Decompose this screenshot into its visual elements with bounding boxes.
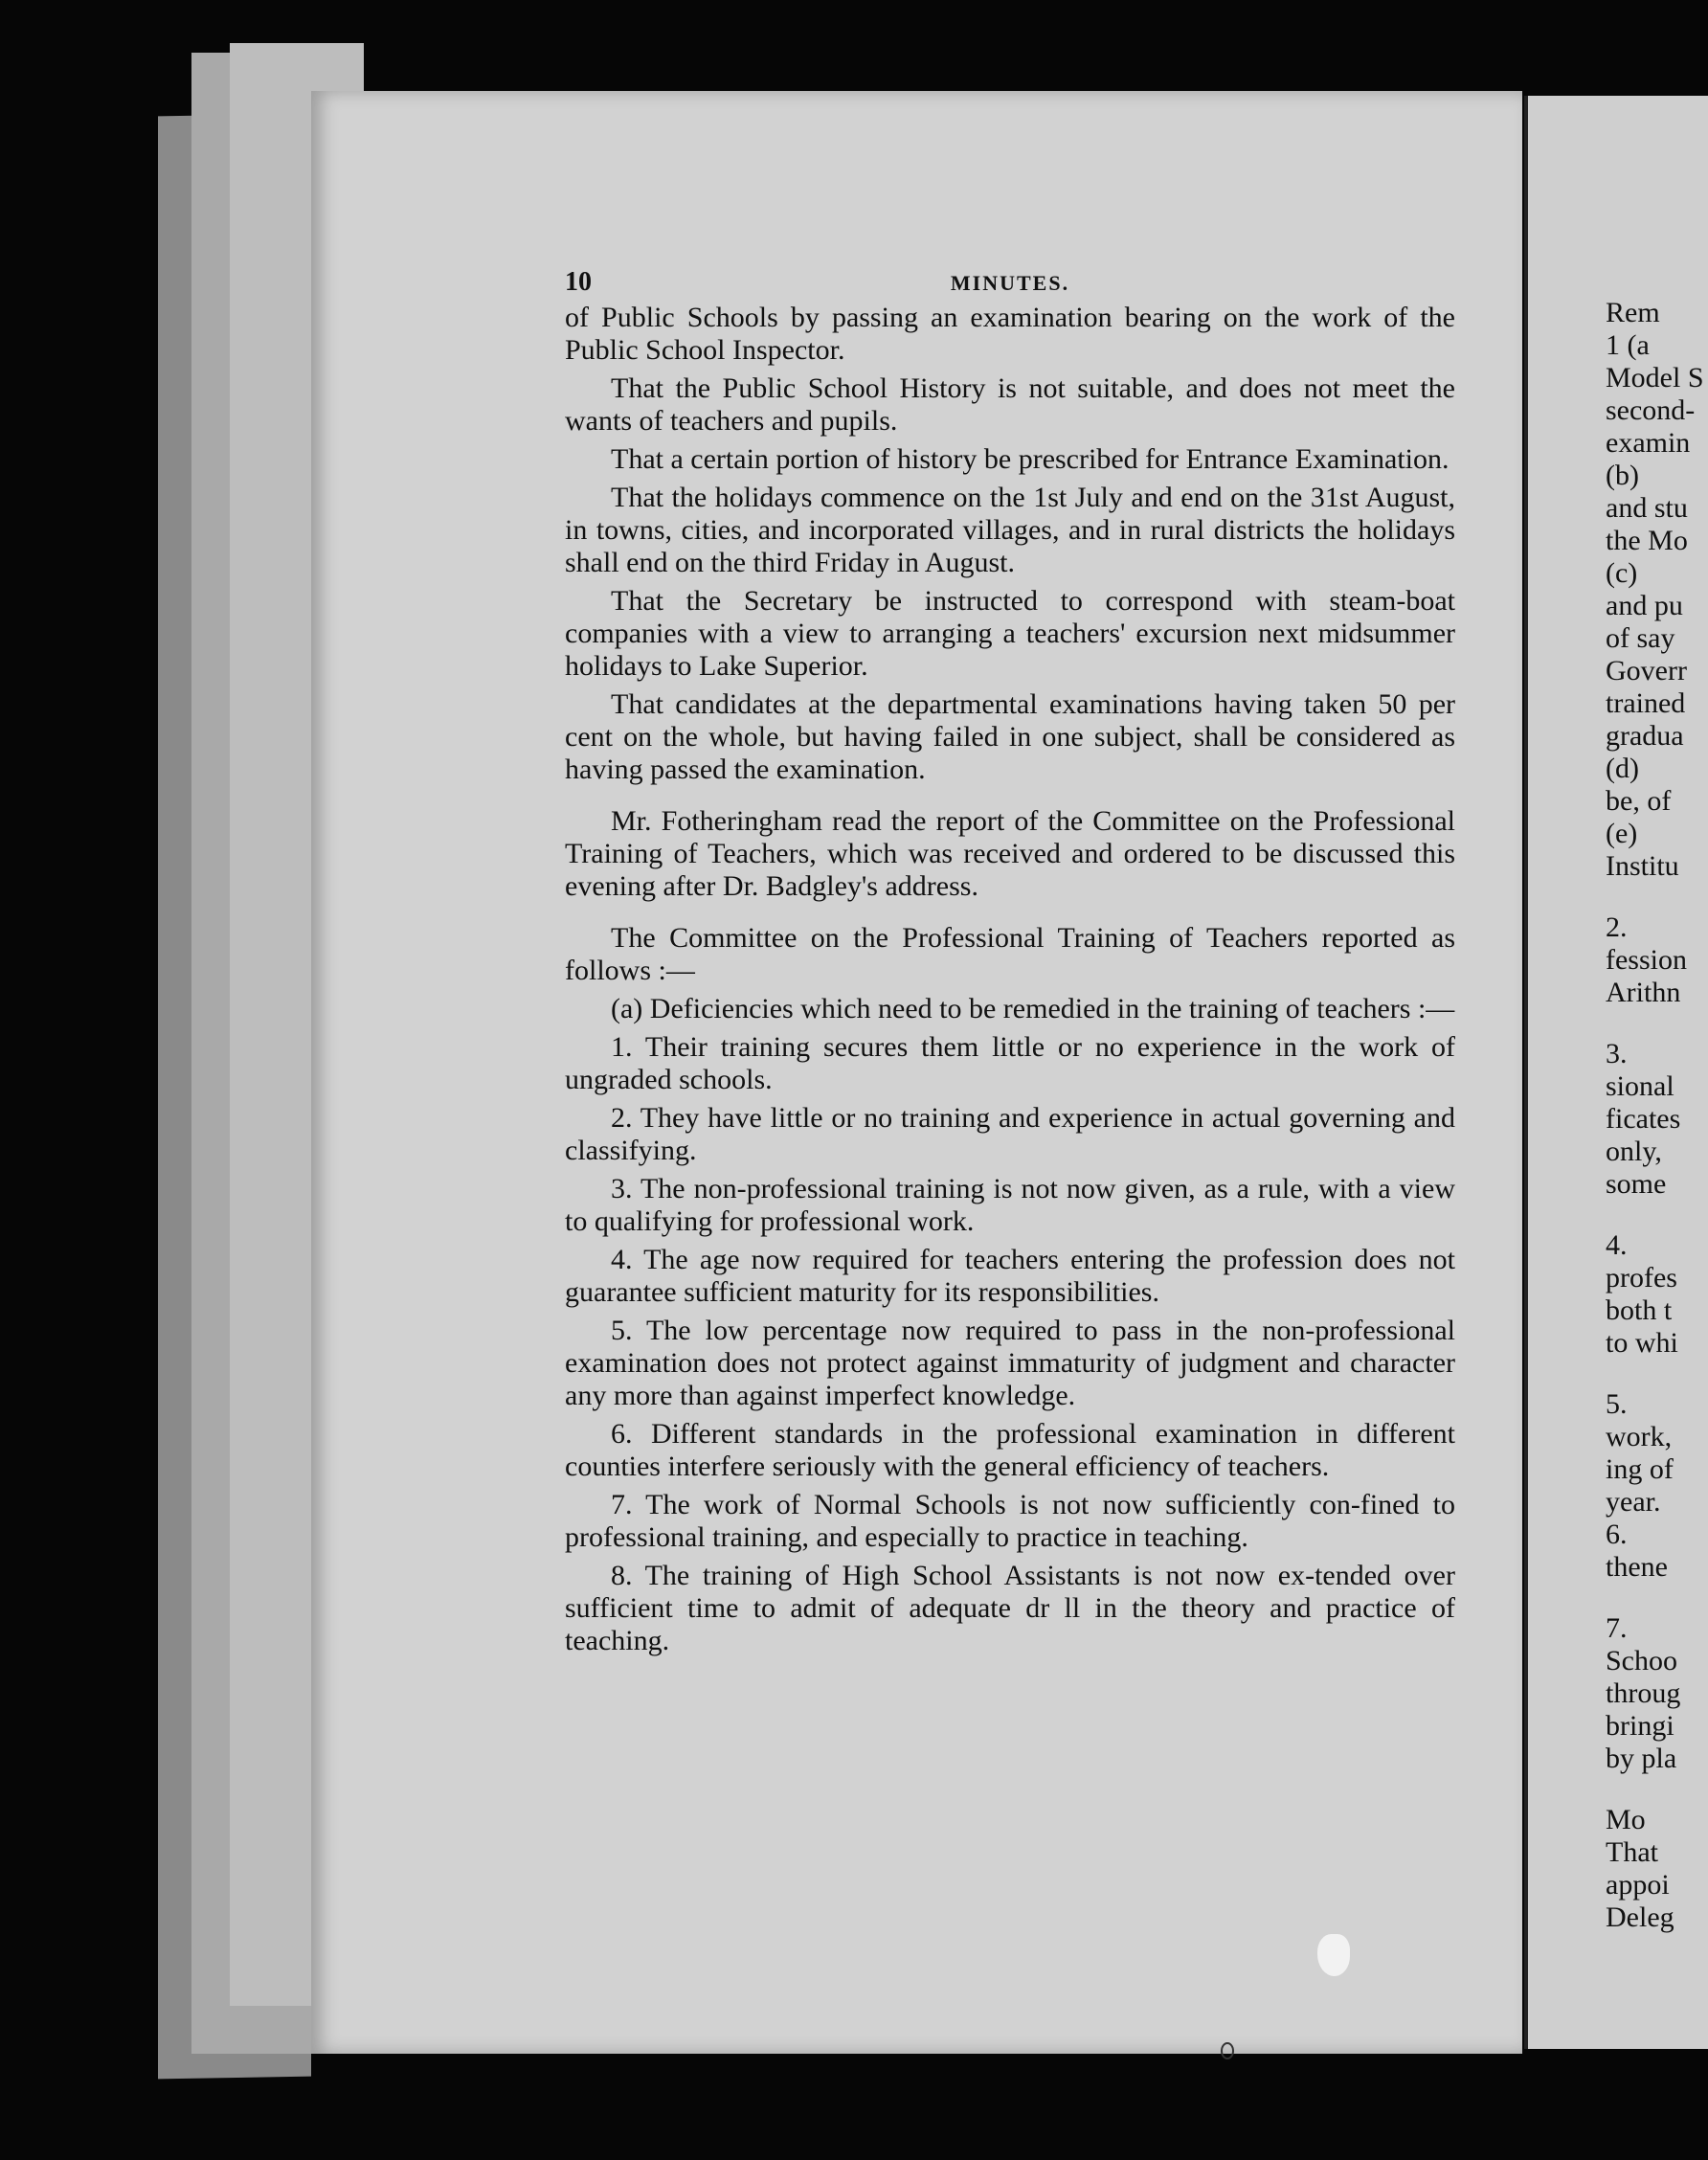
facing-line: (b) <box>1606 460 1639 491</box>
paragraph: That candidates at the departmental examinations having taken 50 per cent on the whole, but having failed in one subject, shall be considered as having passed the examination. <box>565 688 1455 785</box>
facing-line: bringi <box>1606 1710 1674 1742</box>
paragraph: Mr. Fotheringham read the report of the Committee on the Professional Training of Teachers, which was received and ordered to be discussed this evening after Dr. Badgley's address. <box>565 805 1455 902</box>
list-item: 8. The training of High School Assistants is not now ex-tended over sufficient time to admit of adequate dr ll in the theory and practice of teaching. <box>565 1560 1455 1656</box>
facing-line: 7. <box>1606 1612 1628 1644</box>
facing-line: 3. <box>1606 1038 1628 1069</box>
facing-line: ficates <box>1606 1103 1681 1135</box>
facing-line: Model S <box>1606 362 1704 394</box>
page-number: 10 <box>565 267 592 297</box>
paper-blemish <box>1221 2042 1234 2059</box>
facing-line: profes <box>1606 1262 1677 1294</box>
facing-line: (c) <box>1606 557 1638 589</box>
running-head: MINUTES. <box>950 271 1070 295</box>
facing-line: gradua <box>1606 720 1684 752</box>
facing-line: of say <box>1606 622 1675 654</box>
paragraph: of Public Schools by passing an examination bearing on the work of the Public School Inspector. <box>565 302 1455 366</box>
facing-line: to whi <box>1606 1327 1678 1359</box>
facing-line: the Mo <box>1606 525 1688 556</box>
facing-line: examin <box>1606 427 1691 459</box>
facing-line: Institu <box>1606 850 1679 882</box>
facing-line: (e) <box>1606 818 1638 849</box>
facing-line: (d) <box>1606 753 1639 784</box>
facing-line: Goverr <box>1606 655 1687 686</box>
facing-line: fession <box>1606 944 1687 976</box>
facing-line: 1 (a <box>1606 329 1650 361</box>
page-text-block <box>565 263 1455 1663</box>
paragraph: That a certain portion of history be prescribed for Entrance Examination. <box>611 443 1450 475</box>
facing-line: some <box>1606 1168 1667 1200</box>
list-item: 1. Their training secures them little or no experience in the work of ungraded schools. <box>565 1031 1455 1095</box>
facing-page-column <box>1606 297 1708 1934</box>
paper-blemish <box>1317 1934 1350 1976</box>
facing-line: only, <box>1606 1136 1662 1167</box>
facing-line: appoi <box>1606 1869 1670 1901</box>
page-header <box>565 263 1455 302</box>
list-item: 6. Different standards in the professional examination in different counties interfere seriously with the general efficiency of teachers. <box>565 1418 1455 1482</box>
facing-line: both t <box>1606 1294 1673 1326</box>
facing-line: 2. <box>1606 911 1628 943</box>
facing-line: ing of <box>1606 1453 1674 1485</box>
facing-line: Rem <box>1606 297 1660 328</box>
paragraph: The Committee on the Professional Training of Teachers reported as follows :— <box>565 922 1455 986</box>
facing-line: by pla <box>1606 1743 1677 1774</box>
facing-line: 4. <box>1606 1229 1628 1261</box>
facing-line: That <box>1606 1836 1658 1868</box>
facing-line: and pu <box>1606 590 1683 621</box>
facing-line: second- <box>1606 394 1696 426</box>
facing-line: 5. <box>1606 1388 1628 1420</box>
list-item: 4. The age now required for teachers entering the profession does not guarantee sufficient maturity for its responsibilities. <box>565 1244 1455 1308</box>
list-item: 2. They have little or no training and experience in actual governing and classifying. <box>565 1102 1455 1166</box>
list-item: 3. The non-professional training is not now given, as a rule, with a view to qualifying for professional work. <box>565 1173 1455 1237</box>
facing-line: Deleg <box>1606 1901 1674 1933</box>
facing-line: 6. <box>1606 1519 1628 1550</box>
facing-line: Arithn <box>1606 977 1681 1008</box>
facing-line: and stu <box>1606 492 1688 524</box>
facing-line: be, of <box>1606 785 1672 817</box>
list-item: (a) Deficiencies which need to be remedied in the training of teachers :— <box>611 993 1455 1024</box>
facing-line: Mo <box>1606 1804 1646 1835</box>
facing-line: work, <box>1606 1421 1673 1452</box>
facing-line: throug <box>1606 1677 1681 1709</box>
paragraph: That the holidays commence on the 1st July and end on the 31st August, in towns, cities, and incorporated villages, and in rural districts the holidays shall end on the third Friday in August. <box>565 482 1455 578</box>
list-item: 7. The work of Normal Schools is not now sufficiently con-fined to professional training, and especially to practice in teaching. <box>565 1489 1455 1553</box>
list-item: 5. The low percentage now required to pass in the non-professional examination does not protect against immaturity of judgment and character any more than against imperfect knowledge. <box>565 1315 1455 1411</box>
facing-line: year. <box>1606 1486 1661 1518</box>
facing-line: thene <box>1606 1551 1668 1583</box>
paragraph: That the Public School History is not suitable, and does not meet the wants of teachers and pupils. <box>565 372 1455 437</box>
paragraph: That the Secretary be instructed to correspond with steam-boat companies with a view to arranging a teachers' excursion next midsummer holidays to Lake Superior. <box>565 585 1455 682</box>
facing-line: sional <box>1606 1070 1674 1102</box>
facing-line: trained <box>1606 687 1686 719</box>
facing-line: Schoo <box>1606 1645 1677 1676</box>
